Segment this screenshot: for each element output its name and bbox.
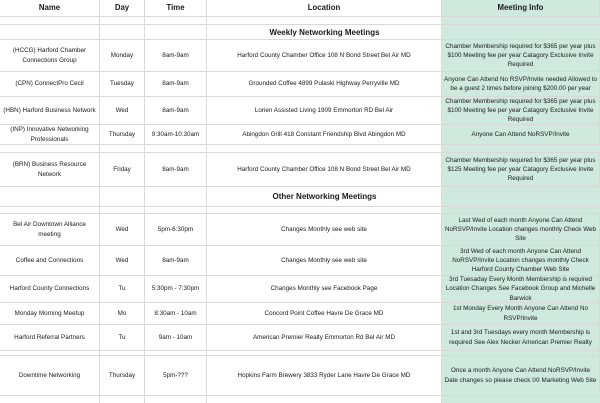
cell-time[interactable]: 5:30pm - 7:30pm: [145, 276, 207, 302]
cell-day[interactable]: Monday: [100, 40, 145, 71]
cell-day[interactable]: Wed: [100, 214, 145, 245]
cell-meeting-info[interactable]: Last Wed of each month Anyone Can Attend NoRSVP/Invite Location changes monthly Check Web Site: [442, 214, 600, 245]
cell-location[interactable]: Changes Monthly see Facebook Page: [207, 276, 442, 302]
cell-name[interactable]: Monday Morning Meetup: [0, 303, 100, 324]
table-row[interactable]: [0, 97, 600, 125]
section-title-weekly: Weekly Networking Meetings: [269, 27, 380, 37]
cell-meeting-info[interactable]: Anyone Can Attend NoRSVP/Invite: [442, 125, 600, 144]
header-location[interactable]: Location: [207, 0, 442, 16]
cell-time[interactable]: 8am-9am: [145, 72, 207, 96]
cell-meeting-info[interactable]: Chamber Membership required for $365 per year plus $100 Meeting fee per year Catagory Exclusive Invite Required: [442, 40, 600, 71]
spacer-row: [0, 396, 600, 403]
cell-meeting-info[interactable]: Chamber Membership required for $365 per year plus $125 Meeting fee per year Catagory Exclusive Invite Required: [442, 153, 600, 186]
cell-day[interactable]: Tu: [100, 276, 145, 302]
cell-time[interactable]: 5pm-???: [145, 356, 207, 395]
cell-day[interactable]: Tu: [100, 325, 145, 350]
cell-location[interactable]: Harford County Chamber Office 108 N Bond Street Bel Air MD: [207, 40, 442, 71]
cell-time[interactable]: 5pm-6:30pm: [145, 214, 207, 245]
cell-name[interactable]: (BRN) Business Resource Network: [0, 153, 100, 186]
cell-time[interactable]: 9am - 10am: [145, 325, 207, 350]
cell-name[interactable]: Harford County Connections: [0, 276, 100, 302]
table-row[interactable]: [0, 325, 600, 351]
cell-location[interactable]: Lorien Assisted Living 1909 Emmorton RD Bel Air: [207, 97, 442, 124]
cell-meeting-info[interactable]: Once a month Anyone Can Attend NoRSVP/Invite Date changes so please check IXI Marketing Web Site: [442, 356, 600, 395]
cell-time[interactable]: 8am-9am: [145, 97, 207, 124]
cell-day[interactable]: Wed: [100, 246, 145, 275]
cell-name[interactable]: (CPN) ConnectPro Cecil: [0, 72, 100, 96]
table-row[interactable]: [0, 356, 600, 396]
cell-day[interactable]: Mo: [100, 303, 145, 324]
section-row-other: [0, 187, 600, 207]
cell-name[interactable]: Downtime Networking: [0, 356, 100, 395]
cell-time[interactable]: 8:30am - 10am: [145, 303, 207, 324]
cell-location[interactable]: Changes Monthly see web site: [207, 246, 442, 275]
cell-time[interactable]: 8am-9am: [145, 246, 207, 275]
cell-meeting-info[interactable]: 1st Monday Every Month Anyone Can Attend No RSVP/Invite: [442, 303, 600, 324]
cell-name[interactable]: Bel Air Downtown Alliance meeting: [0, 214, 100, 245]
cell-day[interactable]: Friday: [100, 153, 145, 186]
cell-meeting-info[interactable]: Chamber Membership required for $365 per year plus $100 Meeting fee per year Catagory Exclusive Invite Required: [442, 97, 600, 124]
cell-location[interactable]: Abingdon Grill 418 Constant Friendship Blvd Abingdon MD: [207, 125, 442, 144]
spacer-row: [0, 207, 600, 214]
spacer-row: [0, 17, 600, 25]
section-title-other: Other Networking Meetings: [272, 192, 377, 201]
cell-meeting-info[interactable]: 3rd Tuesaday Every Month Membership is required Location Changes See Facebook Group and Michelle Barwick: [442, 276, 600, 302]
cell-location[interactable]: Hopkins Farm Brewery 3833 Ryder Lane Havre De Grace MD: [207, 356, 442, 395]
cell-time[interactable]: 9:30am-10:30am: [145, 125, 207, 144]
table-row[interactable]: [0, 303, 600, 325]
cell-name[interactable]: (INP) Innovative Networking Professionals: [0, 125, 100, 144]
section-row-weekly: [0, 25, 600, 40]
cell-location[interactable]: Changes Monthly see web site: [207, 214, 442, 245]
table-row[interactable]: [0, 153, 600, 187]
header-name[interactable]: Name: [0, 0, 100, 16]
cell-meeting-info[interactable]: 3rd Wed of each month Anyone Can Attend NoRSVP/Invite Location changes monthly Check Harford County Chamber Web Site: [442, 246, 600, 275]
table-row[interactable]: [0, 214, 600, 246]
cell-meeting-info[interactable]: Anyone Can Attend No RSVP/Invite needed Allowed to be a guest 2 times before joining $200.00 per year: [442, 72, 600, 96]
cell-name[interactable]: Coffee and Connections: [0, 246, 100, 275]
cell-name[interactable]: (HBN) Harford Business Network: [0, 97, 100, 124]
cell-time[interactable]: 8am-9am: [145, 153, 207, 186]
cell-location[interactable]: Harford County Chamber Office 108 N Bond Street Bel Air MD: [207, 153, 442, 186]
table-row[interactable]: [0, 276, 600, 303]
cell-day[interactable]: Thursday: [100, 356, 145, 395]
cell-day[interactable]: Wed: [100, 97, 145, 124]
cell-day[interactable]: Thursday: [100, 125, 145, 144]
table-row[interactable]: [0, 40, 600, 72]
cell-name[interactable]: Harford Referral Partners: [0, 325, 100, 350]
table-row[interactable]: [0, 125, 600, 145]
header-meeting-info[interactable]: Meeting Info: [442, 0, 600, 16]
cell-location[interactable]: Grounded Coffee 4899 Pulaski Highway Perryville MD: [207, 72, 442, 96]
cell-time[interactable]: 8am-9am: [145, 40, 207, 71]
header-row: [0, 0, 600, 17]
header-time[interactable]: Time: [145, 0, 207, 16]
table-row[interactable]: [0, 72, 600, 97]
cell-location[interactable]: Concord Point Coffee Havre De Grace MD: [207, 303, 442, 324]
table-row[interactable]: [0, 246, 600, 276]
cell-name[interactable]: (HCCG) Harford Chamber Connections Group: [0, 40, 100, 71]
spacer-row: [0, 145, 600, 153]
cell-day[interactable]: Tuesday: [100, 72, 145, 96]
cell-location[interactable]: American Premier Realty Emmorton Rd Bel Air MD: [207, 325, 442, 350]
header-day[interactable]: Day: [100, 0, 145, 16]
cell-meeting-info[interactable]: 1st and 3rd Tuesdays every month Membership is required See Alex Necker American Premier Realty: [442, 325, 600, 350]
